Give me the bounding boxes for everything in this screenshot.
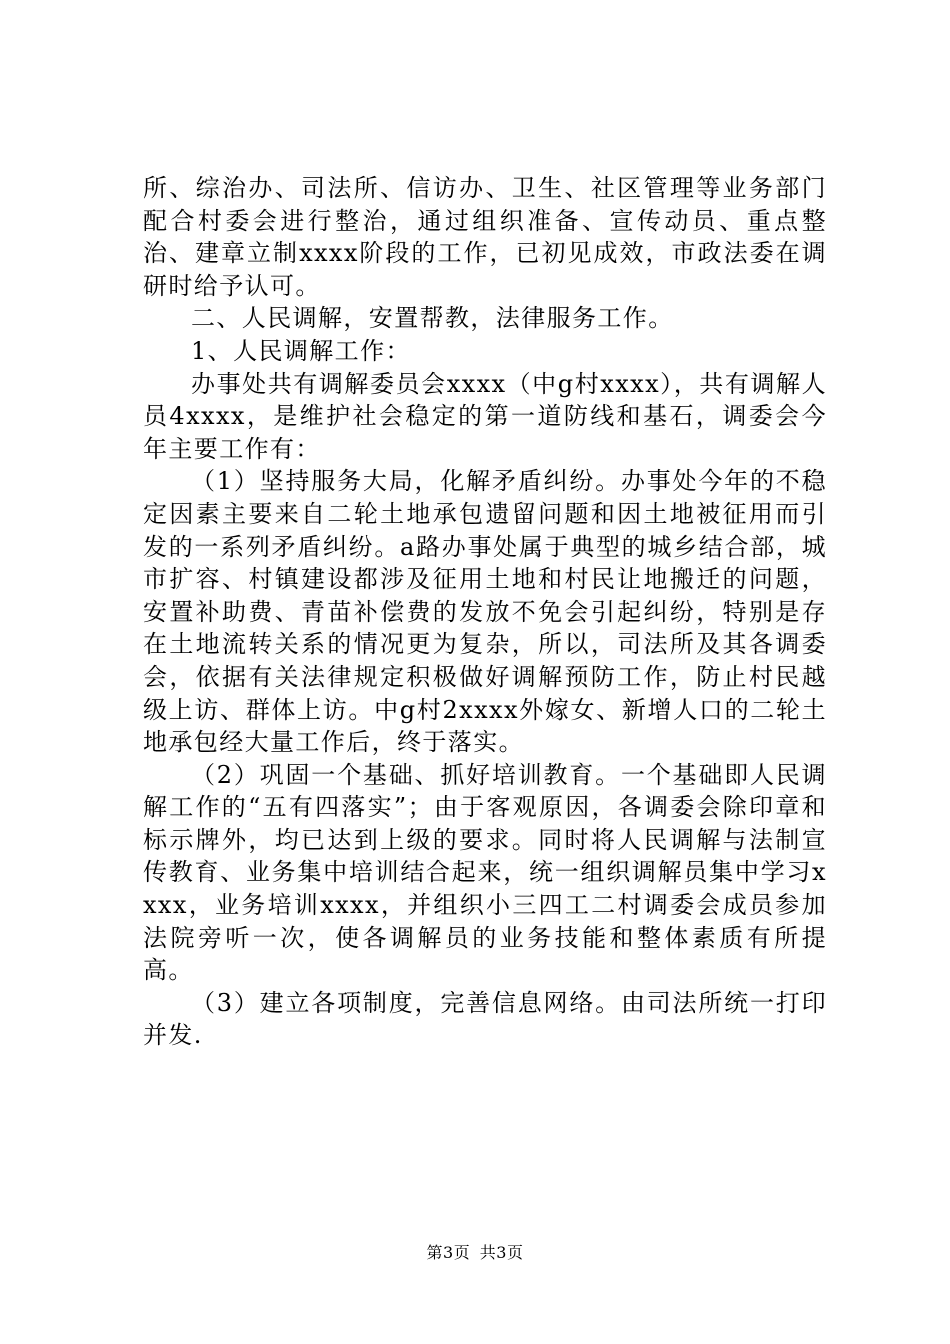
paragraph-item-1: （1）坚持服务大局，化解矛盾纠纷。办事处今年的不稳定因素主要来自二轮土地承包遗留问题和因土地被征用而引发的一系列矛盾纠纷。a路办事处属于典型的城乡结合部，城市扩容、村镇建设都涉及征用土地和村民让地搬迁的问题，安置补助费、青苗补偿费的发放不免会引起纠纷，特别是存在土地流转关系的情况更为复杂，所以，司法所及其各调委会，依据有关法律规定积极做好调解预防工作，防止村民越级上访、群体上访。中g村2xxxx外嫁女、新增人口的二轮土地承包经大量工作后，终于落实。 bbox=[143, 467, 827, 757]
paragraph-continuation: 所、综治办、司法所、信访办、卫生、社区管理等业务部门配合村委会进行整治，通过组织准备、宣传动员、重点整治、建章立制xxxx阶段的工作，已初见成效，市政法委在调研时给予认可。 bbox=[143, 174, 827, 300]
section-heading-mediation: 二、人民调解，安置帮教，法律服务工作。 bbox=[191, 304, 674, 333]
paragraph-committees: 办事处共有调解委员会xxxx（中g村xxxx），共有调解人员4xxxx，是维护社会稳定的第一道防线和基石，调委会今年主要工作有： bbox=[143, 369, 827, 463]
document-body bbox=[143, 172, 827, 1052]
page-footer: 第3页 共3页 bbox=[426, 1243, 524, 1262]
paragraph-item-3: （3）建立各项制度，完善信息网络。由司法所统一打印并发. bbox=[143, 988, 827, 1050]
paragraph-item-2: （2）巩固一个基础、抓好培训教育。一个基础即人民调解工作的“五有四落实”；由于客观原因，各调委会除印章和标示牌外，均已达到上级的要求。同时将人民调解与法制宣传教育、业务集中培训结合起来，统一组织调解员集中学习xxxx，业务培训xxxx，并组织小三四工二村调委会成员参加法院旁听一次，使各调解员的业务技能和整体素质有所提高。 bbox=[143, 760, 827, 985]
subsection-heading-mediation-work: 1、人民调解工作： bbox=[191, 336, 411, 365]
